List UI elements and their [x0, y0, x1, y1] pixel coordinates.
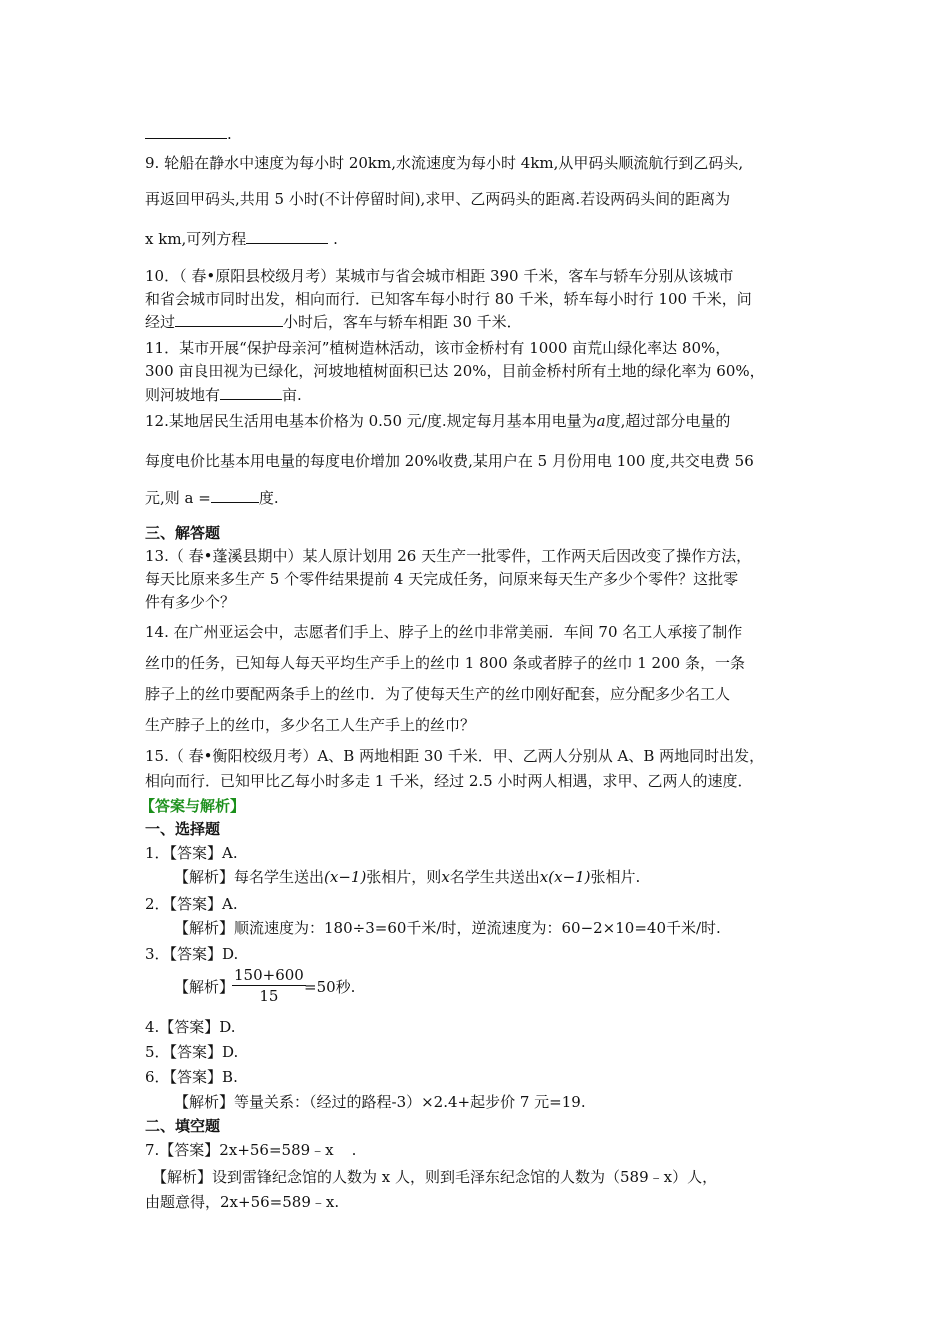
q10-line2: 和省会城市同时出发，相向而行．已知客车每小时行 80 千米，轿车每小时行 100 千米，问	[145, 290, 752, 308]
top-answer-blank	[145, 124, 232, 144]
a3-fraction	[232, 966, 306, 1005]
q10-line3	[145, 312, 522, 332]
q9-text: x km,可列方程	[145, 230, 247, 248]
q14-line2: 丝巾的任务，已知每人每天平均生产手上的丝巾 1 800 条或者脖子的丝巾 1 200 条，一条	[145, 654, 745, 672]
q11-line3	[145, 385, 302, 405]
math-expr: (x−1)	[324, 868, 367, 886]
q12-text: 度,超过部分电量的	[605, 412, 731, 430]
answer-blank	[220, 385, 282, 400]
period: .	[227, 125, 232, 143]
q10-text: 经过	[145, 313, 176, 331]
a2-answer: 2．【答案】A.	[145, 895, 238, 913]
a6-answer: 6．【答案】B.	[145, 1068, 238, 1086]
q14-line3: 脖子上的丝巾要配两条手上的丝巾．为了使每天生产的丝巾刚好配套，应分配多少名工人	[145, 685, 731, 703]
math-expr: x(x−1)	[539, 868, 591, 886]
q14-line1: 14. 在广州亚运会中，志愿者们手上、脖子上的丝巾非常美丽．车间 70 名工人承接了制作	[145, 623, 743, 641]
q10-end: 小时后，客车与轿车相距 30 千米．	[283, 313, 522, 331]
a1-text: 【解析】每名学生送出	[174, 868, 325, 886]
q12-line3	[145, 488, 279, 508]
a6-explanation: 【解析】等量关系：（经过的路程-3）×2.4+起步价 7 元=19.	[174, 1093, 586, 1111]
answer-blank	[246, 229, 328, 244]
q15-line2: 相向而行．已知甲比乙每小时多走 1 千米，经过 2.5 小时两人相遇，求甲、乙两人的速度．	[145, 772, 753, 790]
answer-blank	[175, 312, 283, 327]
q9-line1: 9. 轮船在静水中速度为每小时 20km,水流速度为每小时 4km,从甲码头顺流航行到乙码头,	[145, 154, 744, 172]
section-heading-3: 三、解答题	[145, 524, 221, 542]
section-heading-1: 一、选择题	[145, 820, 221, 838]
q9-line3	[145, 229, 338, 249]
q10-line1: 10．（ 春•原阳县校级月考）某城市与省会城市相距 390 千米，客车与轿车分别从该城市	[145, 267, 734, 285]
math-expr: 180÷3=60	[324, 919, 407, 937]
q12-line1	[145, 411, 730, 431]
a1-text: 张相片，则	[366, 868, 442, 886]
answer-blank	[145, 124, 227, 139]
q13-line3: 件有多少个？	[145, 593, 236, 611]
a7-explanation-1: 【解析】设到雷锋纪念馆的人数为 x 人，则到毛泽东纪念馆的人数为（589﹣x）人，	[152, 1168, 718, 1186]
a2-text: 千米/时，逆流速度为：	[406, 919, 562, 937]
q12-end: 度.	[258, 489, 279, 507]
section-heading-2: 二、填空题	[145, 1117, 221, 1135]
fraction-denominator: 15	[259, 987, 279, 1005]
a7-explanation-2: 由题意得，2x+56=589﹣x.	[145, 1193, 340, 1211]
a3-answer: 3．【答案】D.	[145, 945, 239, 963]
q13-line2: 每天比原来多生产 5 个零件结果提前 4 天完成任务，问原来每天生产多少个零件？这批零	[145, 570, 739, 588]
a5-answer: 5．【答案】D.	[145, 1043, 239, 1061]
a2-text: 【解析】顺流速度为：	[174, 919, 325, 937]
a2-explanation	[174, 918, 721, 938]
a7-text: 7.【答案】2x+56=589﹣x	[145, 1141, 334, 1159]
q9-end: .	[328, 230, 338, 248]
q13-line1: 13.（ 春•蓬溪县期中）某人原计划用 26 天生产一批零件，工作两天后因改变了操作方法，	[145, 547, 752, 565]
q14-line4: 生产脖子上的丝巾，多少名工人生产手上的丝巾？	[145, 716, 476, 734]
q15-line1: 15.（ 春•衡阳校级月考）A、B 两地相距 30 千米．甲、乙两人分别从 A、B 两地同时出发，	[145, 747, 765, 765]
a1-text: 名学生共送出	[449, 868, 540, 886]
a7-end: .	[351, 1141, 357, 1159]
variable-a: a	[596, 412, 606, 430]
q12-text: 元,则 a =	[145, 489, 211, 507]
a1-explanation	[174, 867, 640, 887]
answer-blank	[211, 488, 259, 503]
answers-title: 【答案与解析】	[140, 797, 246, 815]
fraction-numerator: 150+600	[234, 966, 304, 984]
q9-line2: 再返回甲码头,共用 5 小时(不计停留时间),求甲、乙两码头的距离.若设两码头间的距离为	[145, 190, 731, 208]
q11-line1: 11．某市开展“保护母亲河”植树造林活动，该市金桥村有 1000 亩荒山绿化率达 80%，	[145, 339, 731, 357]
math-expr: x	[441, 868, 450, 886]
a4-answer: 4.【答案】D.	[145, 1018, 236, 1036]
a7-answer	[145, 1140, 356, 1160]
q11-text: 则河坡地有	[145, 386, 221, 404]
q11-end: 亩.	[282, 386, 302, 404]
a3-explanation-label: 【解析】	[174, 978, 235, 996]
a1-text: 张相片.	[590, 868, 641, 886]
a1-answer: 1．【答案】A.	[145, 844, 238, 862]
q11-line2: 300 亩良田视为已绿化，河坡地植树面积已达 20%，目前金桥村所有土地的绿化率为 60%，	[145, 362, 765, 380]
a3-result: =50秒.	[304, 978, 356, 996]
q12-text: 12.某地居民生活用电基本价格为 0.50 元/度.规定每月基本用电量为	[145, 412, 597, 430]
q12-line2: 每度电价比基本用电量的每度电价增加 20%收费,某用户在 5 月份用电 100 度,共交电费 56	[145, 452, 754, 470]
a2-text: 千米/时.	[666, 919, 721, 937]
math-expr: 60−2×10=40	[561, 919, 666, 937]
